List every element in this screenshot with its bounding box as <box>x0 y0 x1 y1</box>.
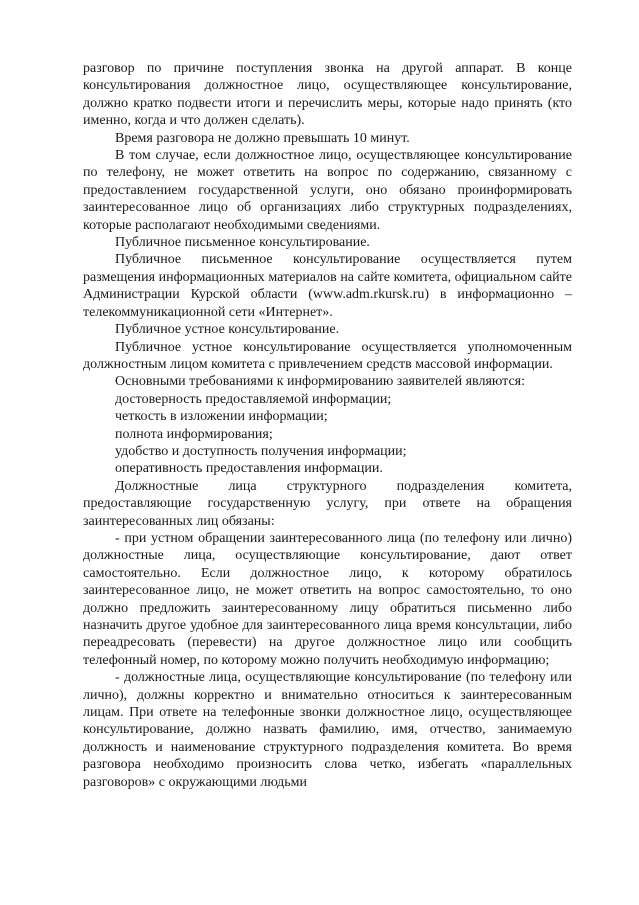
paragraph-public-written-consulting: Публичное письменное консультирование осуществляется путем размещения информационных материалов на сайте комитета, официальном сайте Администрации Курской области (www.adm.rkursk.ru) в информационно – телекоммуникационной сети «Интернет». <box>83 252 572 320</box>
paragraph-requirements-intro: Основными требованиями к информированию заявителей являются: <box>115 374 526 390</box>
paragraph-redirect-info: В том случае, если должностное лицо, осуществляющее консультирование по телефону, не может ответить на вопрос по содержанию, связанному с предоставлением государственной услуги, оно обязано проинформировать заинтересованное лицо об организациях либо структурных подразделениях, которые располагают необходимыми сведениями. <box>83 148 572 233</box>
list-item-reliability: достоверность предоставляемой информации; <box>115 391 392 407</box>
list-item-accessibility: удобство и доступность получения информации; <box>115 443 407 459</box>
paragraph-call-duration: Время разговора не должно превышать 10 минут. <box>115 130 410 146</box>
heading-public-oral-consulting: Публичное устное консультирование. <box>115 322 340 338</box>
list-item-completeness: полнота информирования; <box>115 426 273 442</box>
list-item-clarity: четкость в изложении информации; <box>115 409 328 425</box>
paragraph-officials-obligations: Должностные лица структурного подразделения комитета, предоставляющие государственную услугу, при ответе на обращения заинтересованных лиц обязаны: <box>83 478 572 529</box>
paragraph-continuation: разговор по причине поступления звонка на другой аппарат. В конце консультирования должностное лицо, осуществляющее консультирование, должно кратко подвести итоги и перечислить меры, которые надо принять (кто именно, когда и что должен сделать). <box>83 61 572 129</box>
heading-public-written-consulting: Публичное письменное консультирование. <box>115 235 370 251</box>
document-body <box>83 60 572 791</box>
paragraph-oral-request-rules: - при устном обращении заинтересованного лица (по телефону или лично) должностные лица, осуществляющие консультирование, дают ответ самостоятельно. Если должностное лицо, к которому обратилось заинтересованное лицо, не может ответить на вопрос самостоятельно, то оно должно предложить заинтересованному лицу обратиться письменно либо назначить другое удобное для заинтересованного лица время консультации, либо переадресовать (перевести) на другое должностное лицо или сообщить телефонный номер, по которому можно получить необходимую информацию; <box>83 530 572 668</box>
paragraph-courtesy-rules: - должностные лица, осуществляющие консультирование (по телефону или лично), должны корректно и внимательно относиться к заинтересованным лицам. При ответе на телефонные звонки должностное лицо, осуществляющее консультирование, должно назвать фамилию, имя, отчество, занимаемую должность и наименование структурного подразделения комитета. Во время разговора необходимо произносить слова четко, избегать «параллельных разговоров» с окружающими людьми <box>83 670 572 790</box>
paragraph-public-oral-consulting: Публичное устное консультирование осуществляется уполномоченным должностным лицом комитета с привлечением средств массовой информации. <box>83 339 572 372</box>
list-item-promptness: оперативность предоставления информации. <box>115 461 383 477</box>
